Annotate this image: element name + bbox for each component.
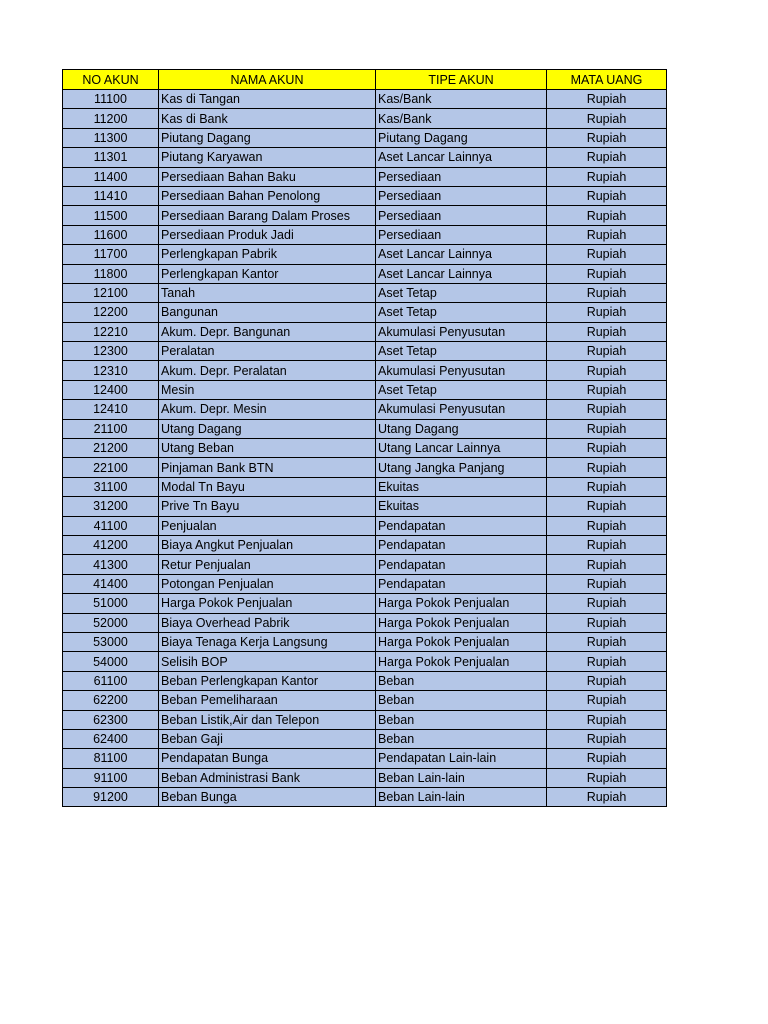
currency-cell: Rupiah bbox=[547, 90, 667, 109]
currency-cell: Rupiah bbox=[547, 148, 667, 167]
account-type-cell: Beban bbox=[376, 691, 547, 710]
table-row bbox=[63, 477, 667, 496]
account-type-cell: Aset Tetap bbox=[376, 283, 547, 302]
account-name-cell: Bangunan bbox=[159, 303, 376, 322]
account-name-cell: Utang Beban bbox=[159, 439, 376, 458]
currency-cell: Rupiah bbox=[547, 400, 667, 419]
account-number-cell: 11700 bbox=[63, 245, 159, 264]
account-type-cell: Aset Tetap bbox=[376, 342, 547, 361]
account-type-cell: Piutang Dagang bbox=[376, 128, 547, 147]
table-row bbox=[63, 419, 667, 438]
currency-cell: Rupiah bbox=[547, 186, 667, 205]
account-name-cell: Pendapatan Bunga bbox=[159, 749, 376, 768]
account-name-cell: Modal Tn Bayu bbox=[159, 477, 376, 496]
account-number-cell: 11400 bbox=[63, 167, 159, 186]
account-number-cell: 51000 bbox=[63, 594, 159, 613]
account-type-cell: Aset Tetap bbox=[376, 303, 547, 322]
account-type-cell: Persediaan bbox=[376, 186, 547, 205]
currency-cell: Rupiah bbox=[547, 749, 667, 768]
account-number-cell: 62300 bbox=[63, 710, 159, 729]
account-number-cell: 11500 bbox=[63, 206, 159, 225]
currency-cell: Rupiah bbox=[547, 283, 667, 302]
currency-cell: Rupiah bbox=[547, 788, 667, 807]
account-number-cell: 12410 bbox=[63, 400, 159, 419]
account-number-cell: 62200 bbox=[63, 691, 159, 710]
account-number-cell: 31100 bbox=[63, 477, 159, 496]
account-name-cell: Persediaan Barang Dalam Proses bbox=[159, 206, 376, 225]
account-name-cell: Beban Pemeliharaan bbox=[159, 691, 376, 710]
account-number-cell: 11200 bbox=[63, 109, 159, 128]
account-type-cell: Beban Lain-lain bbox=[376, 768, 547, 787]
account-name-cell: Piutang Karyawan bbox=[159, 148, 376, 167]
currency-cell: Rupiah bbox=[547, 322, 667, 341]
account-name-cell: Mesin bbox=[159, 380, 376, 399]
account-name-cell: Biaya Overhead Pabrik bbox=[159, 613, 376, 632]
account-number-cell: 62400 bbox=[63, 729, 159, 748]
account-number-cell: 61100 bbox=[63, 671, 159, 690]
account-name-cell: Akum. Depr. Mesin bbox=[159, 400, 376, 419]
account-type-cell: Pendapatan bbox=[376, 574, 547, 593]
table-row bbox=[63, 768, 667, 787]
account-type-cell: Pendapatan Lain-lain bbox=[376, 749, 547, 768]
account-type-cell: Aset Lancar Lainnya bbox=[376, 245, 547, 264]
account-name-cell: Utang Dagang bbox=[159, 419, 376, 438]
account-name-cell: Akum. Depr. Peralatan bbox=[159, 361, 376, 380]
account-number-cell: 12100 bbox=[63, 283, 159, 302]
table-row bbox=[63, 535, 667, 554]
account-number-cell: 91200 bbox=[63, 788, 159, 807]
account-name-cell: Harga Pokok Penjualan bbox=[159, 594, 376, 613]
currency-cell: Rupiah bbox=[547, 535, 667, 554]
table-row bbox=[63, 264, 667, 283]
account-number-cell: 21200 bbox=[63, 439, 159, 458]
table-row bbox=[63, 671, 667, 690]
account-number-cell: 11600 bbox=[63, 225, 159, 244]
account-type-cell: Persediaan bbox=[376, 225, 547, 244]
currency-cell: Rupiah bbox=[547, 380, 667, 399]
currency-cell: Rupiah bbox=[547, 497, 667, 516]
table-row bbox=[63, 342, 667, 361]
table-row bbox=[63, 594, 667, 613]
table-row bbox=[63, 109, 667, 128]
account-name-cell: Beban Gaji bbox=[159, 729, 376, 748]
currency-cell: Rupiah bbox=[547, 458, 667, 477]
currency-cell: Rupiah bbox=[547, 613, 667, 632]
table-row bbox=[63, 652, 667, 671]
account-type-cell: Persediaan bbox=[376, 167, 547, 186]
currency-cell: Rupiah bbox=[547, 574, 667, 593]
currency-cell: Rupiah bbox=[547, 225, 667, 244]
table-row bbox=[63, 613, 667, 632]
account-type-cell: Beban Lain-lain bbox=[376, 788, 547, 807]
table-row bbox=[63, 729, 667, 748]
account-name-cell: Kas di Tangan bbox=[159, 90, 376, 109]
table-row bbox=[63, 555, 667, 574]
currency-cell: Rupiah bbox=[547, 303, 667, 322]
header-tipe-akun: TIPE AKUN bbox=[376, 70, 547, 90]
account-name-cell: Beban Bunga bbox=[159, 788, 376, 807]
account-type-cell: Aset Lancar Lainnya bbox=[376, 148, 547, 167]
currency-cell: Rupiah bbox=[547, 594, 667, 613]
account-type-cell: Pendapatan bbox=[376, 555, 547, 574]
account-name-cell: Beban Administrasi Bank bbox=[159, 768, 376, 787]
account-type-cell: Utang Lancar Lainnya bbox=[376, 439, 547, 458]
table-row bbox=[63, 691, 667, 710]
account-type-cell: Aset Tetap bbox=[376, 380, 547, 399]
table-row bbox=[63, 361, 667, 380]
account-type-cell: Beban bbox=[376, 671, 547, 690]
account-name-cell: Perlengkapan Kantor bbox=[159, 264, 376, 283]
account-type-cell: Beban bbox=[376, 729, 547, 748]
account-type-cell: Akumulasi Penyusutan bbox=[376, 400, 547, 419]
account-type-cell: Kas/Bank bbox=[376, 90, 547, 109]
account-number-cell: 12200 bbox=[63, 303, 159, 322]
table-row bbox=[63, 574, 667, 593]
currency-cell: Rupiah bbox=[547, 419, 667, 438]
table-row bbox=[63, 148, 667, 167]
chart-of-accounts-table bbox=[62, 69, 667, 807]
account-type-cell: Harga Pokok Penjualan bbox=[376, 613, 547, 632]
account-type-cell: Persediaan bbox=[376, 206, 547, 225]
account-name-cell: Prive Tn Bayu bbox=[159, 497, 376, 516]
account-number-cell: 41200 bbox=[63, 535, 159, 554]
account-name-cell: Kas di Bank bbox=[159, 109, 376, 128]
currency-cell: Rupiah bbox=[547, 361, 667, 380]
table-row bbox=[63, 303, 667, 322]
currency-cell: Rupiah bbox=[547, 439, 667, 458]
currency-cell: Rupiah bbox=[547, 167, 667, 186]
account-number-cell: 22100 bbox=[63, 458, 159, 477]
table-row bbox=[63, 458, 667, 477]
account-type-cell: Harga Pokok Penjualan bbox=[376, 632, 547, 651]
account-type-cell: Harga Pokok Penjualan bbox=[376, 652, 547, 671]
table-row bbox=[63, 186, 667, 205]
account-number-cell: 54000 bbox=[63, 652, 159, 671]
currency-cell: Rupiah bbox=[547, 632, 667, 651]
table-row bbox=[63, 225, 667, 244]
account-type-cell: Pendapatan bbox=[376, 535, 547, 554]
account-number-cell: 31200 bbox=[63, 497, 159, 516]
account-number-cell: 11410 bbox=[63, 186, 159, 205]
account-name-cell: Akum. Depr. Bangunan bbox=[159, 322, 376, 341]
header-nama-akun: NAMA AKUN bbox=[159, 70, 376, 90]
table-row bbox=[63, 90, 667, 109]
account-number-cell: 11100 bbox=[63, 90, 159, 109]
table-row bbox=[63, 749, 667, 768]
table-row bbox=[63, 380, 667, 399]
currency-cell: Rupiah bbox=[547, 516, 667, 535]
account-name-cell: Persediaan Bahan Baku bbox=[159, 167, 376, 186]
account-type-cell: Ekuitas bbox=[376, 497, 547, 516]
table-row bbox=[63, 245, 667, 264]
currency-cell: Rupiah bbox=[547, 109, 667, 128]
table-row bbox=[63, 710, 667, 729]
currency-cell: Rupiah bbox=[547, 206, 667, 225]
account-number-cell: 52000 bbox=[63, 613, 159, 632]
account-number-cell: 12300 bbox=[63, 342, 159, 361]
account-type-cell: Utang Dagang bbox=[376, 419, 547, 438]
currency-cell: Rupiah bbox=[547, 652, 667, 671]
currency-cell: Rupiah bbox=[547, 691, 667, 710]
account-number-cell: 81100 bbox=[63, 749, 159, 768]
account-number-cell: 41100 bbox=[63, 516, 159, 535]
table-row bbox=[63, 788, 667, 807]
account-name-cell: Beban Perlengkapan Kantor bbox=[159, 671, 376, 690]
account-number-cell: 11800 bbox=[63, 264, 159, 283]
account-number-cell: 21100 bbox=[63, 419, 159, 438]
account-name-cell: Biaya Angkut Penjualan bbox=[159, 535, 376, 554]
account-type-cell: Beban bbox=[376, 710, 547, 729]
table-row bbox=[63, 283, 667, 302]
account-name-cell: Biaya Tenaga Kerja Langsung bbox=[159, 632, 376, 651]
table-row bbox=[63, 497, 667, 516]
chart-of-accounts-sheet bbox=[62, 69, 667, 807]
account-type-cell: Ekuitas bbox=[376, 477, 547, 496]
account-type-cell: Akumulasi Penyusutan bbox=[376, 322, 547, 341]
table-row bbox=[63, 128, 667, 147]
account-name-cell: Retur Penjualan bbox=[159, 555, 376, 574]
currency-cell: Rupiah bbox=[547, 768, 667, 787]
table-row bbox=[63, 632, 667, 651]
account-number-cell: 53000 bbox=[63, 632, 159, 651]
table-row bbox=[63, 322, 667, 341]
account-name-cell: Tanah bbox=[159, 283, 376, 302]
account-number-cell: 12310 bbox=[63, 361, 159, 380]
account-name-cell: Potongan Penjualan bbox=[159, 574, 376, 593]
account-name-cell: Pinjaman Bank BTN bbox=[159, 458, 376, 477]
account-type-cell: Aset Lancar Lainnya bbox=[376, 264, 547, 283]
currency-cell: Rupiah bbox=[547, 671, 667, 690]
table-body bbox=[63, 90, 667, 807]
account-name-cell: Beban Listik,Air dan Telepon bbox=[159, 710, 376, 729]
header-no-akun: NO AKUN bbox=[63, 70, 159, 90]
account-type-cell: Akumulasi Penyusutan bbox=[376, 361, 547, 380]
account-number-cell: 12400 bbox=[63, 380, 159, 399]
table-row bbox=[63, 206, 667, 225]
account-number-cell: 12210 bbox=[63, 322, 159, 341]
currency-cell: Rupiah bbox=[547, 264, 667, 283]
account-name-cell: Piutang Dagang bbox=[159, 128, 376, 147]
currency-cell: Rupiah bbox=[547, 128, 667, 147]
account-name-cell: Selisih BOP bbox=[159, 652, 376, 671]
currency-cell: Rupiah bbox=[547, 710, 667, 729]
header-row bbox=[63, 70, 667, 90]
account-name-cell: Persediaan Produk Jadi bbox=[159, 225, 376, 244]
account-type-cell: Pendapatan bbox=[376, 516, 547, 535]
currency-cell: Rupiah bbox=[547, 729, 667, 748]
account-name-cell: Persediaan Bahan Penolong bbox=[159, 186, 376, 205]
account-name-cell: Peralatan bbox=[159, 342, 376, 361]
account-type-cell: Utang Jangka Panjang bbox=[376, 458, 547, 477]
table-row bbox=[63, 516, 667, 535]
currency-cell: Rupiah bbox=[547, 342, 667, 361]
account-name-cell: Perlengkapan Pabrik bbox=[159, 245, 376, 264]
table-row bbox=[63, 439, 667, 458]
account-number-cell: 41300 bbox=[63, 555, 159, 574]
header-mata-uang: MATA UANG bbox=[547, 70, 667, 90]
table-row bbox=[63, 167, 667, 186]
currency-cell: Rupiah bbox=[547, 245, 667, 264]
account-number-cell: 11300 bbox=[63, 128, 159, 147]
account-type-cell: Kas/Bank bbox=[376, 109, 547, 128]
account-number-cell: 11301 bbox=[63, 148, 159, 167]
account-name-cell: Penjualan bbox=[159, 516, 376, 535]
table-row bbox=[63, 400, 667, 419]
currency-cell: Rupiah bbox=[547, 555, 667, 574]
account-number-cell: 41400 bbox=[63, 574, 159, 593]
account-number-cell: 91100 bbox=[63, 768, 159, 787]
account-type-cell: Harga Pokok Penjualan bbox=[376, 594, 547, 613]
currency-cell: Rupiah bbox=[547, 477, 667, 496]
